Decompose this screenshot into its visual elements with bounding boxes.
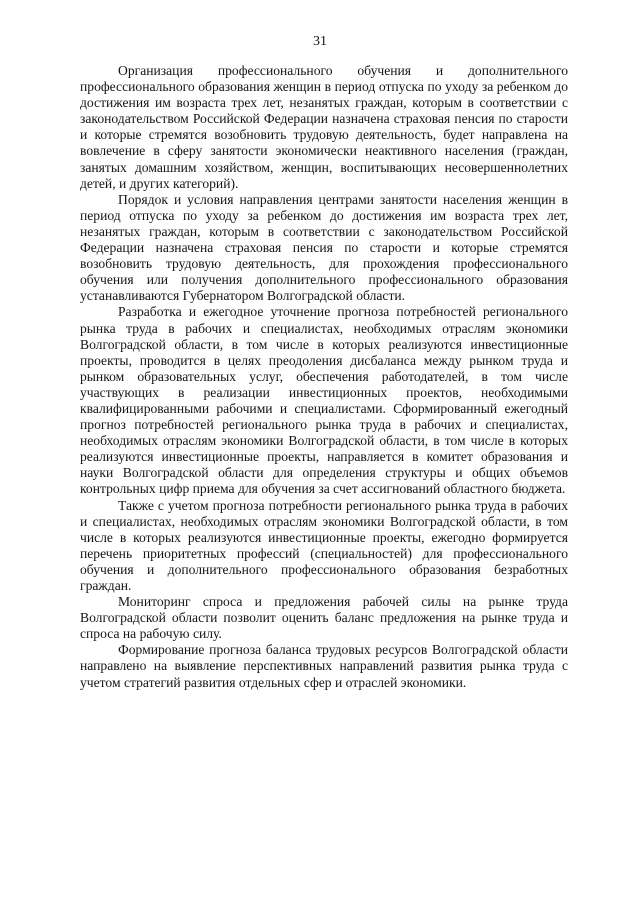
paragraph-labor-monitoring: Мониторинг спроса и предложения рабочей силы на рынке труда Волгоградской области позволит оценить баланс предложения на рынке труда и спроса на рабочую силу. — [80, 594, 568, 642]
paragraph-priority-professions: Также с учетом прогноза потребности регионального рынка труда в рабочих и специалистах, необходимых отраслям экономики Волгоградской области, в том числе в которых реализуются инвестиционные проекты, ежегодно формируется перечень приоритетных профессий (специальностей) для профессионального обучения и дополнительного профессионального образования безработных граждан. — [80, 497, 568, 593]
paragraph-procedure-conditions: Порядок и условия направления центрами занятости населения женщин в период отпуска по уходу за ребенком до достижения им возраста трех лет, незанятых граждан, которым в соответствии с законодательством Российской Федерации назначена страховая пенсия по старости и которые стремятся возобновить трудовую деятельность, для прохождения профессионального обучения или получения дополнительного профессионального образования устанавливаются Губернатором Волгоградской области. — [80, 191, 568, 304]
document-body — [80, 63, 568, 691]
paragraph-professional-training: Организация профессионального обучения и дополнительного профессионального образования женщин в период отпуска по уходу за ребенком до достижения им возраста трех лет, незанятых граждан, которым в соответствии с законодательством Российской Федерации назначена страховая пенсия по старости и которые стремятся возобновить трудовую деятельность, будет направлена на вовлечение в сферу занятости экономически неактивного населения (граждан, занятых домашним хозяйством, женщин, воспитывающих несовершеннолетних детей, и других категорий). — [80, 63, 568, 191]
paragraph-labor-balance: Формирование прогноза баланса трудовых ресурсов Волгоградской области направлено на выявление перспективных направлений развития рынка труда с учетом стратегий развития отдельных сфер и отраслей экономики. — [80, 642, 568, 690]
paragraph-forecast-development: Разработка и ежегодное уточнение прогноза потребностей регионального рынка труда в рабочих и специалистах, необходимых отраслям экономики Волгоградской области, в том числе в которых реализуются инвестиционные проекты, проводится в целях преодоления дисбаланса между рынком труда и рынком образовательных услуг, обеспечения работодателей, в том числе участвующих в реализации инвестиционных проектов, необходимыми квалифицированными рабочими и специалистами. Сформированный ежегодный прогноз потребностей регионального рынка труда в рабочих и специалистах, необходимых отраслям экономики Волгоградской области, в том числе в которых реализуются инвестиционные проекты, направляется в комитет образования и науки Волгоградской области для определения структуры и общих объемов контрольных цифр приема для обучения за счет ассигнований областного бюджета. — [80, 304, 568, 497]
page-number: 31 — [313, 34, 327, 49]
